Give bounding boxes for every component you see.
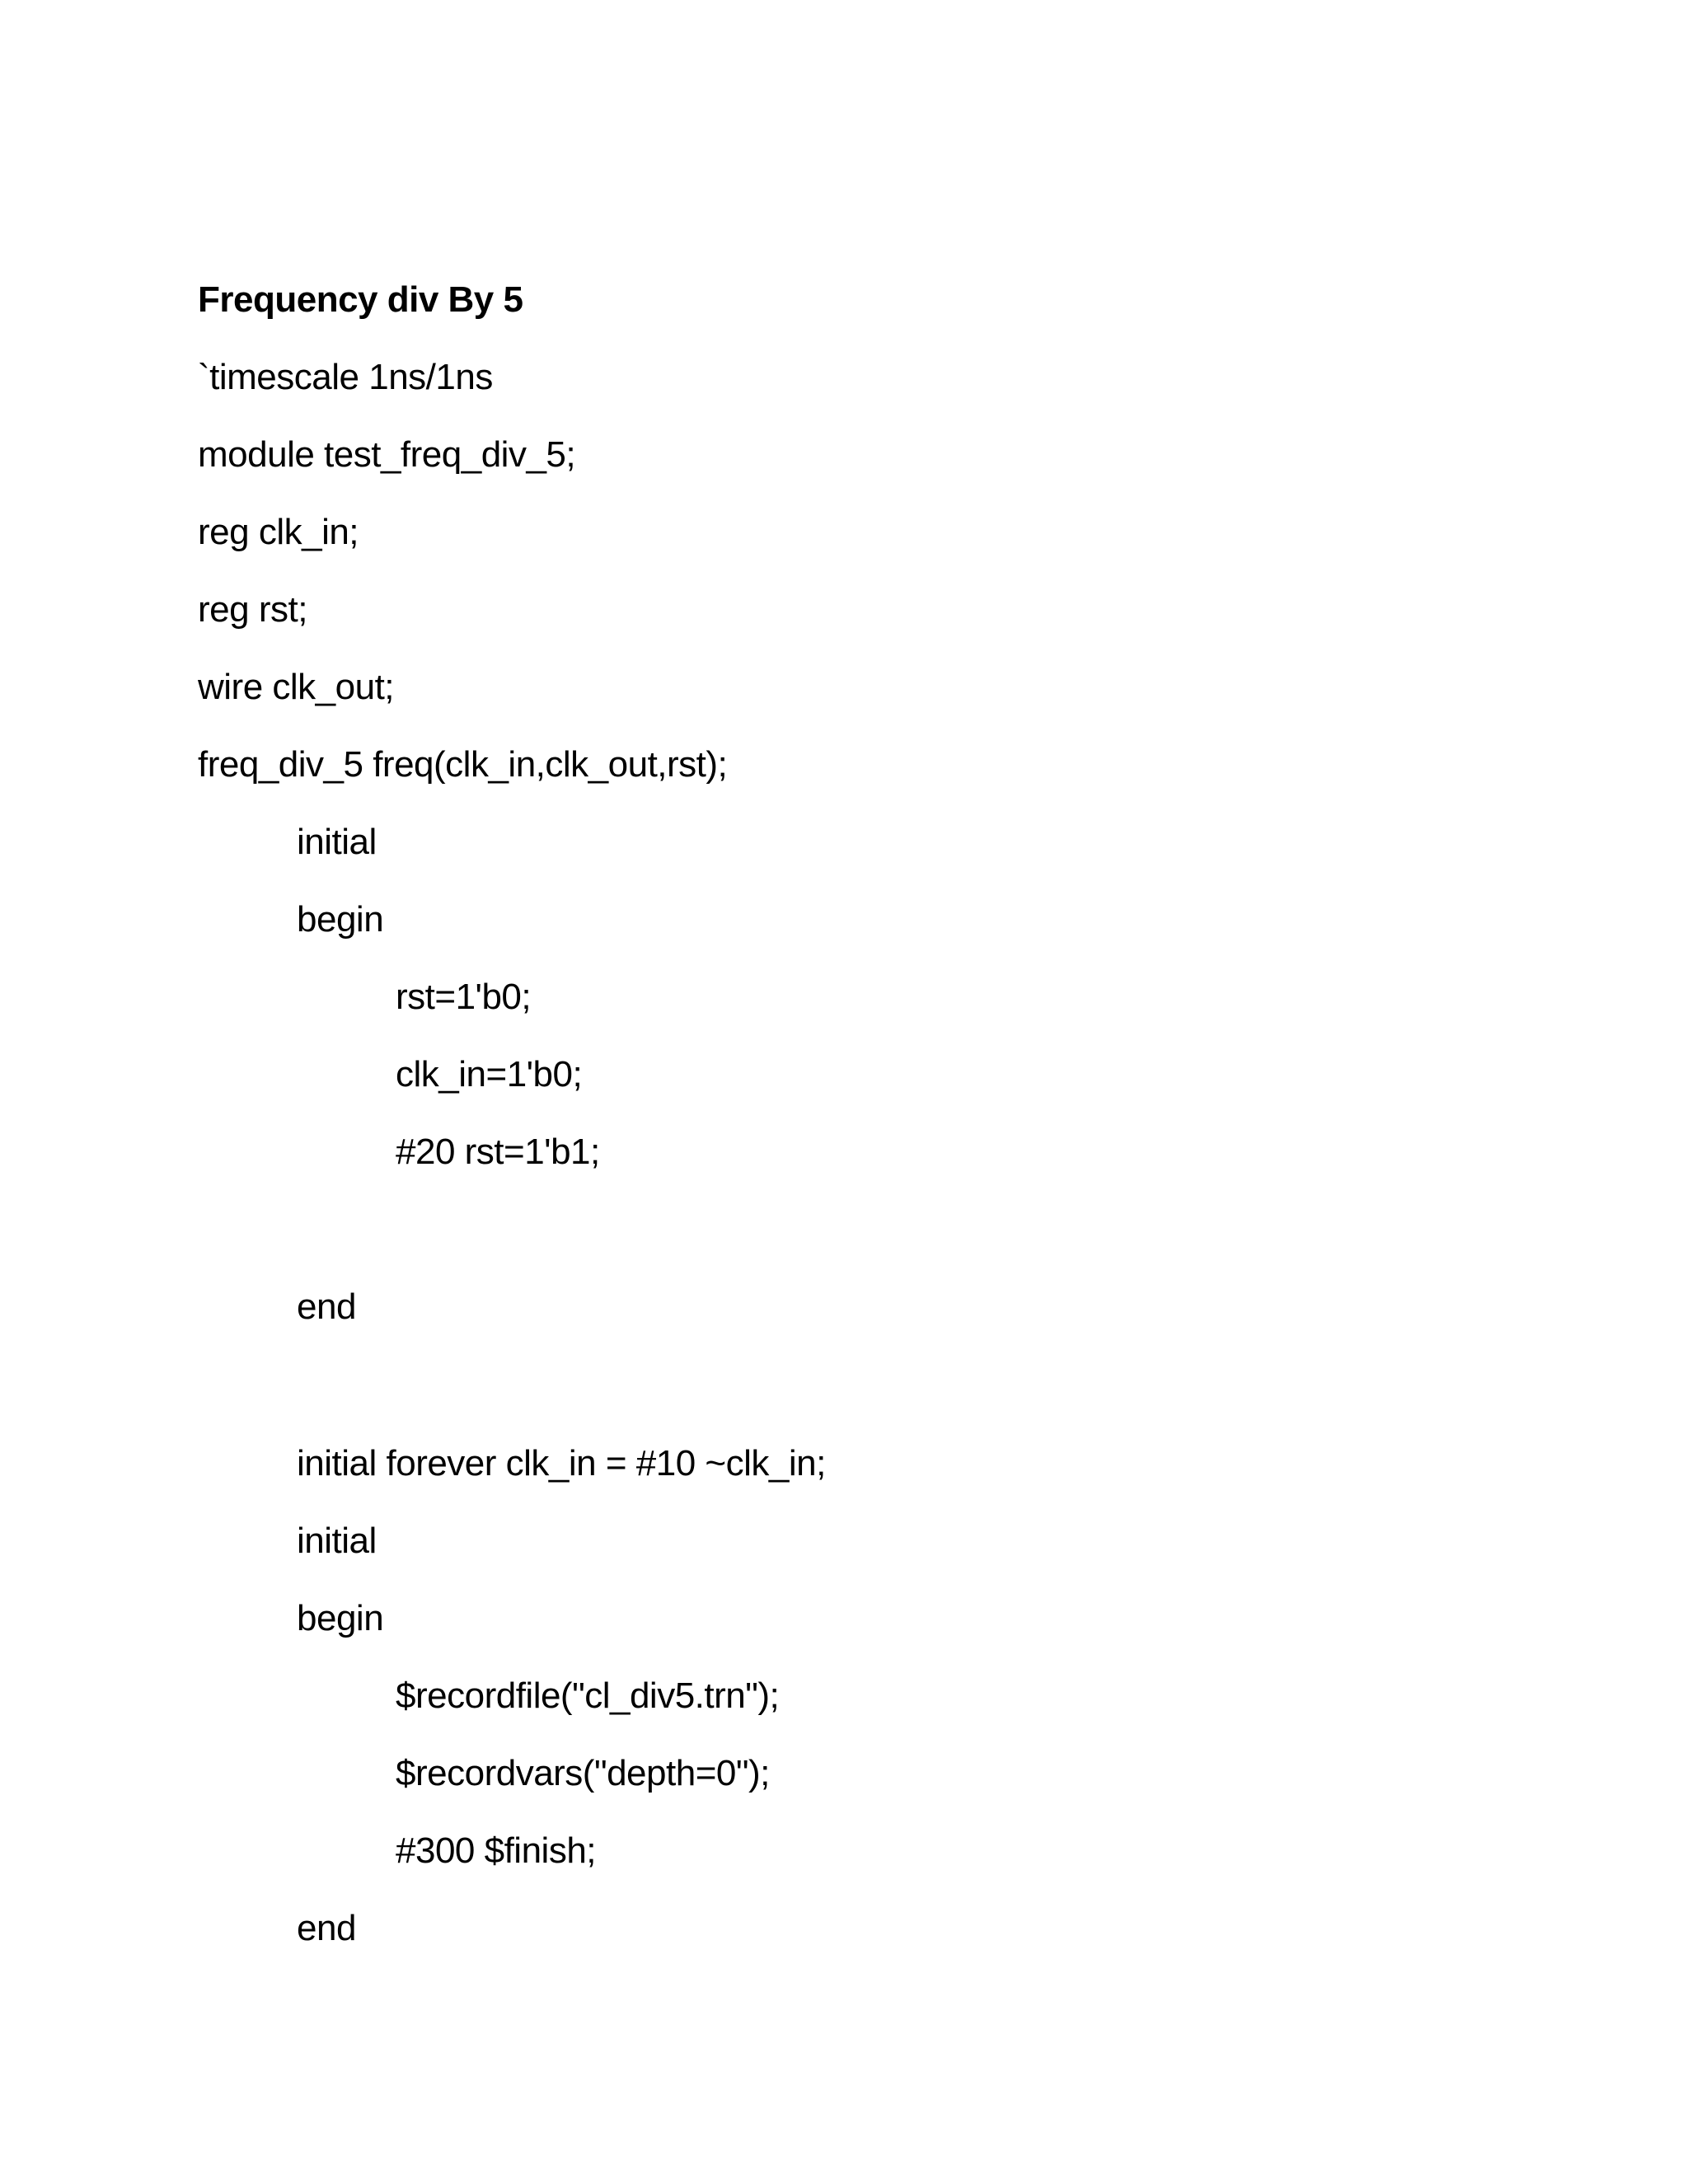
page-title: Frequency div By 5: [198, 279, 523, 320]
code-line: reg clk_in;: [198, 512, 359, 552]
code-line: initial: [297, 822, 377, 862]
code-line: initial: [297, 1521, 377, 1561]
code-line: #300 $finish;: [396, 1830, 597, 1871]
code-line: initial forever clk_in = #10 ~clk_in;: [297, 1443, 826, 1483]
code-line: rst=1'b0;: [396, 977, 532, 1017]
code-line: $recordfile("cl_div5.trn");: [396, 1675, 780, 1716]
code-line: begin: [297, 899, 384, 940]
code-line: end: [297, 1286, 356, 1327]
code-line: `timescale 1ns/1ns: [198, 357, 493, 397]
code-line: #20 rst=1'b1;: [396, 1132, 600, 1172]
code-line: end: [297, 1908, 356, 1948]
code-line: module test_freq_div_5;: [198, 434, 576, 475]
code-line: clk_in=1'b0;: [396, 1054, 583, 1094]
code-line: reg rst;: [198, 589, 307, 630]
code-line: begin: [297, 1598, 384, 1638]
code-line: $recordvars("depth=0");: [396, 1753, 770, 1793]
code-line: wire clk_out;: [198, 667, 395, 707]
code-line: freq_div_5 freq(clk_in,clk_out,rst);: [198, 744, 728, 785]
